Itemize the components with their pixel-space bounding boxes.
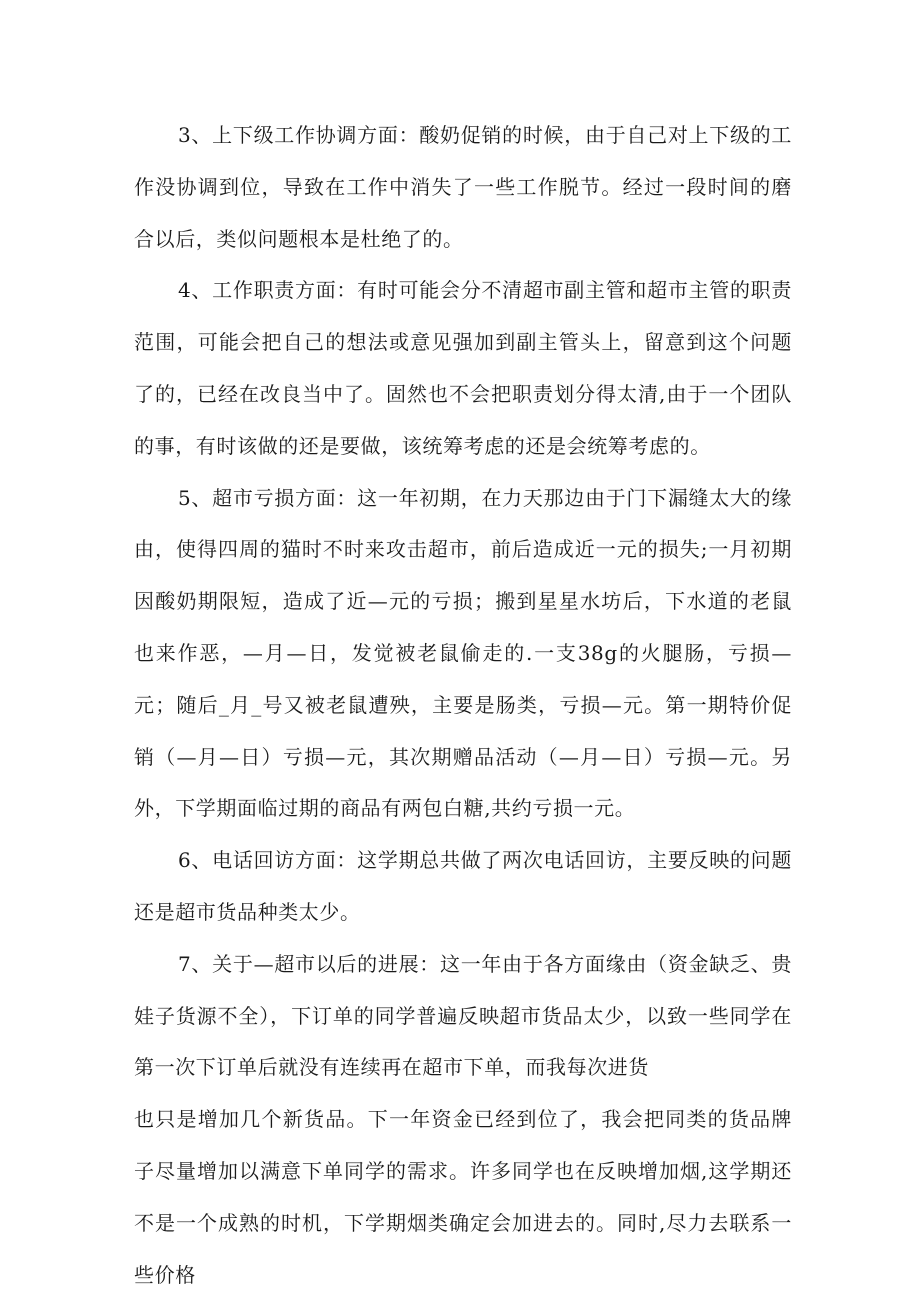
paragraph-6-phone-survey: 6、电话回访方面：这学期总共做了两次电话回访，主要反映的问题还是超市货品种类太少。 <box>134 848 792 924</box>
paragraph-4-responsibilities: 4、工作职责方面：有时可能会分不清超市副主管和超市主管的职责范围，可能会把自己的想法或意见强加到副主管头上，留意到这个问题了的，已经在改良当中了。固然也不会把职责划分得太清,由于一个团队的事，有时该做的还是要做，该统筹考虑的还是会统筹考虑的。 <box>134 278 792 458</box>
paragraph-5-losses: 5、超市亏损方面：这一年初期，在力天那边由于门下漏缝太大的缘由，使得四周的猫时不时来攻击超市，前后造成近一元的损失;一月初期因酸奶期限短，造成了近—元的亏损；搬到星星水坊后，下水道的老鼠也来作恶，—月—日，发觉被老鼠偷走的.一支38g的火腿肠，亏损—元；随后_月_号又被老鼠遭殃，主要是肠类，亏损—元。第一期特价促销（—月—日）亏损—元，其次期赠品活动（—月—日）亏损—元。另外，下学期面临过期的商品有两包白糖,共约亏损一元。 <box>134 485 792 821</box>
paragraph-7-continued: 也只是增加几个新货品。下一年资金已经到位了，我会把同类的货品牌子尽量增加以满意下单同学的需求。许多同学也在反映增加烟,这学期还不是一个成熟的时机，下学期烟类确定会加进去的。同时,尽力去联系一些价格 <box>134 1107 792 1287</box>
paragraph-7-development: 7、关于—超市以后的进展：这一年由于各方面缘由（资金缺乏、贵娃子货源不全），下订单的同学普遍反映超市货品太少，以致一些同学在第一次下订单后就没有连续再在超市下单，而我每次进货 <box>134 951 792 1080</box>
document-body <box>134 110 792 1301</box>
paragraph-3-coordination: 3、上下级工作协调方面：酸奶促销的时候，由于自己对上下级的工作没协调到位，导致在工作中消失了一些工作脱节。经过一段时间的磨合以后，类似问题根本是杜绝了的。 <box>134 123 792 251</box>
